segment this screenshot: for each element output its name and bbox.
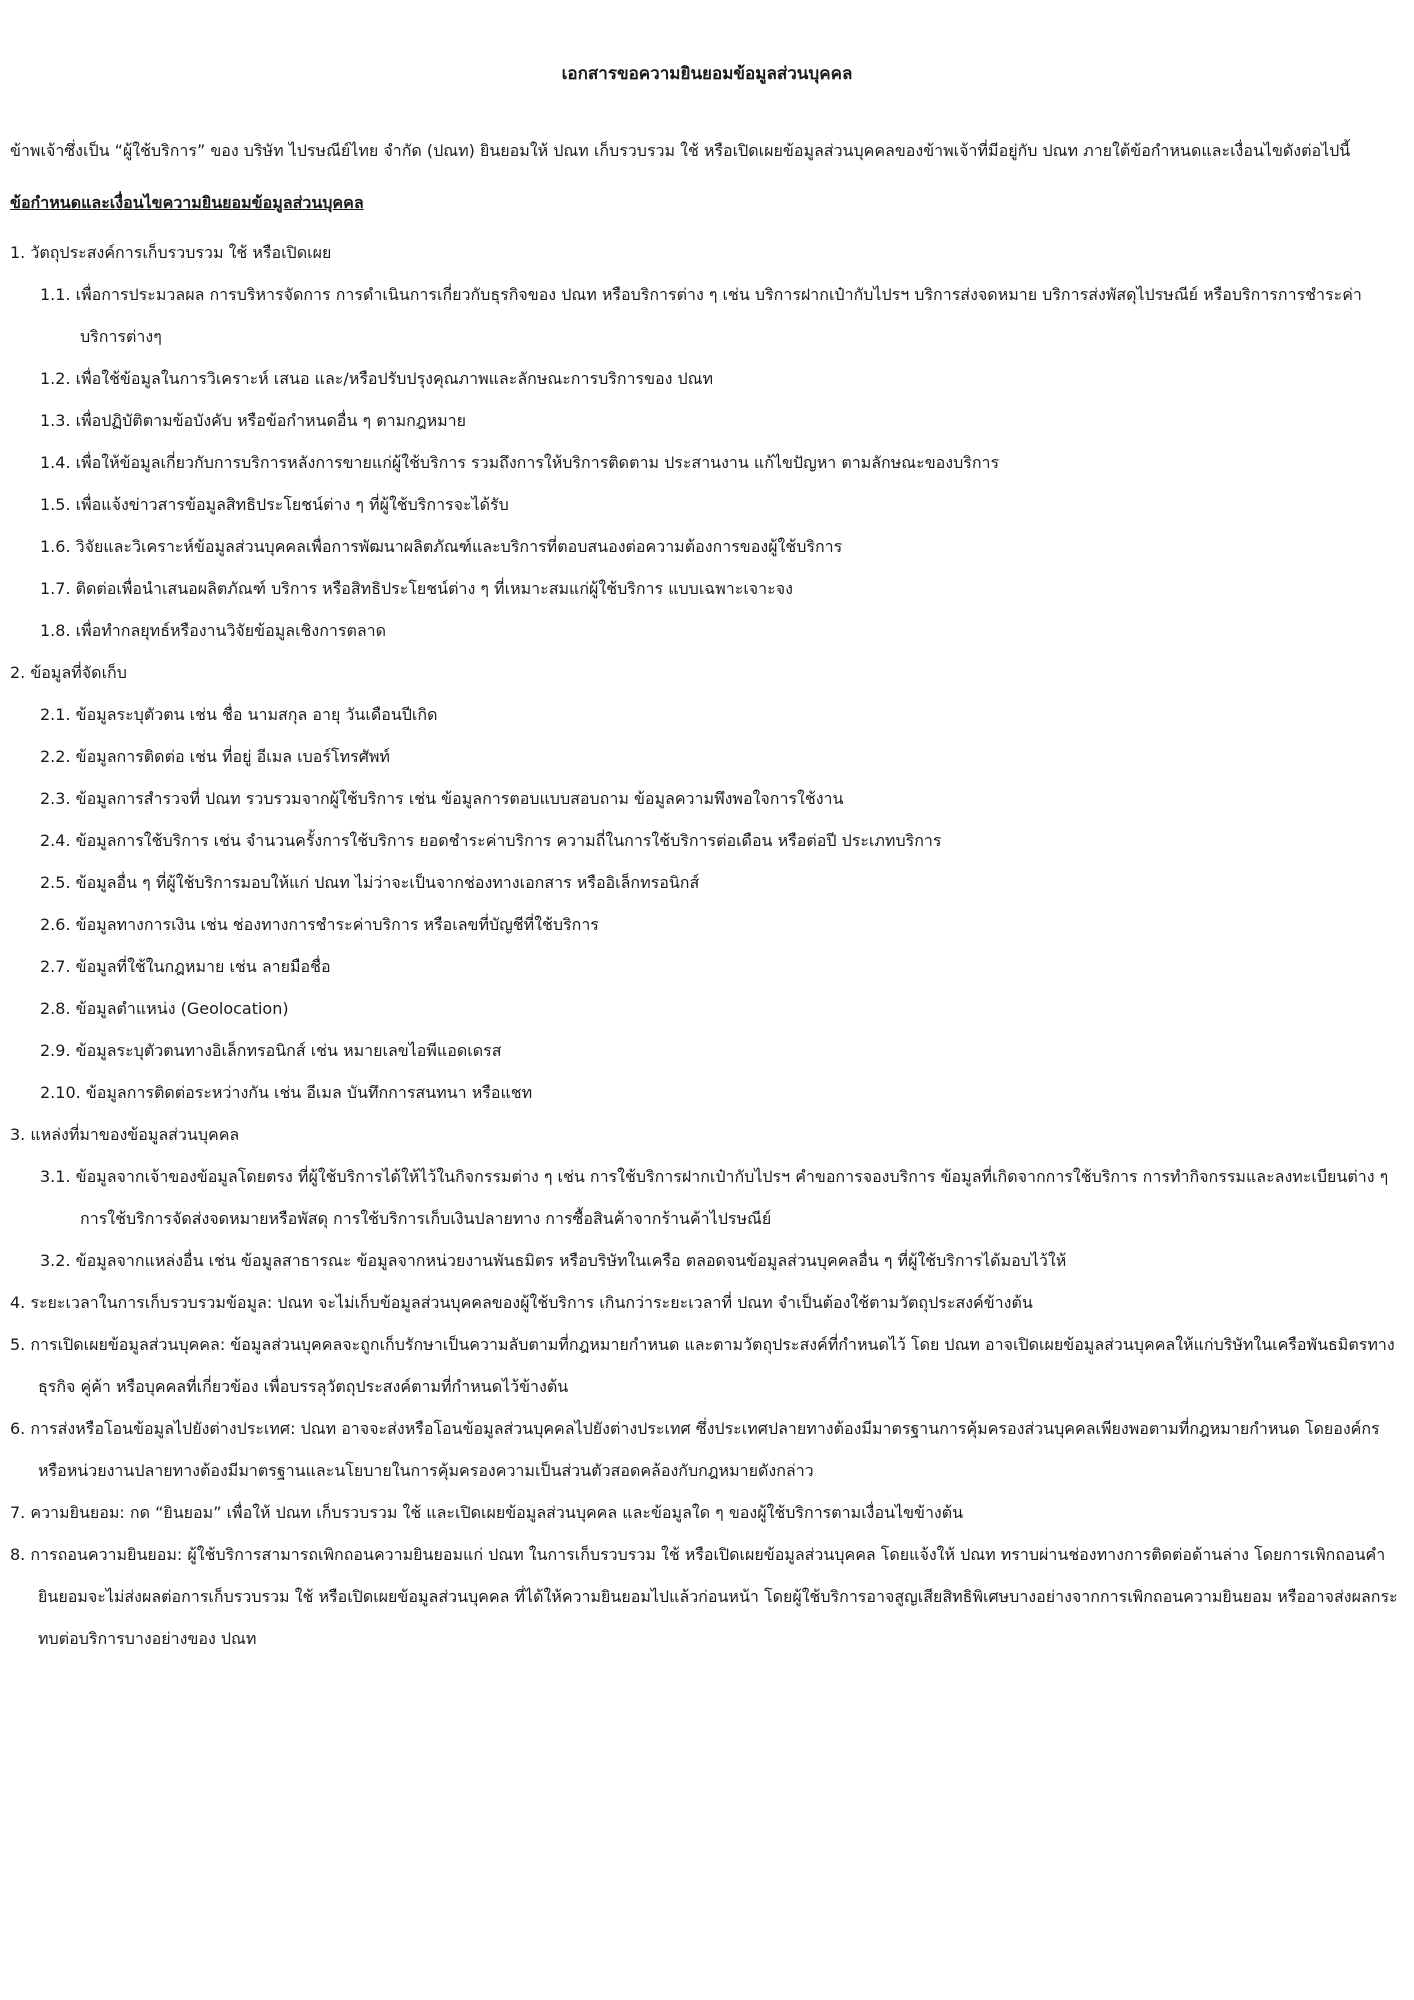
section-item <box>10 1114 1404 1156</box>
item-text: ข้อมูลอื่น ๆ ที่ผู้ใช้บริการมอบให้แก่ ปณท ไม่ว่าจะเป็นจากช่องทางเอกสาร หรืออิเล็กทรอนิกส์ <box>75 873 700 892</box>
item-number: 5. <box>10 1335 31 1354</box>
item-number: 1.3. <box>40 411 76 430</box>
sub-item <box>10 904 1404 946</box>
item-text: เพื่อใช้ข้อมูลในการวิเคราะห์ เสนอ และ/หรือปรับปรุงคุณภาพและลักษณะการบริการของ ปณท <box>75 369 714 388</box>
sub-item <box>10 1240 1404 1282</box>
item-text: แหล่งที่มาของข้อมูลส่วนบุคคล <box>30 1125 240 1144</box>
section-item <box>10 1492 1404 1534</box>
item-number: 1.4. <box>40 453 76 472</box>
item-number: 2.5. <box>40 873 76 892</box>
item-text: ข้อมูลตำแหน่ง (Geolocation) <box>75 999 289 1018</box>
item-text: การถอนความยินยอม: ผู้ใช้บริการสามารถเพิกถอนความยินยอมแก่ ปณท ในการเก็บรวบรวม ใช้ หรือเปิดเผยข้อมูลส่วนบุคคล โดยแจ้งให้ ปณท ทราบผ่านช่องทางการติดต่อด้านล่าง โดยการเพิกถอนคำยินยอมจะไม่ส่งผลต่อการเก็บรวบรวม ใช้ หรือเปิดเผยข้อมูลส่วนบุคคล ที่ได้ให้ความยินยอมไปแล้วก่อนหน้า โดยผู้ใช้บริการอาจสูญเสียสิทธิพิเศษบางอย่างจากการเพิกถอนความยินยอม หรืออาจส่งผลกระทบต่อบริการบางอย่างของ ปณท <box>30 1545 1398 1648</box>
sub-item <box>10 1030 1404 1072</box>
sub-item <box>10 526 1404 568</box>
item-text: ข้อมูลจากแหล่งอื่น เช่น ข้อมูลสาธารณะ ข้อมูลจากหน่วยงานพันธมิตร หรือบริษัทในเครือ ตลอดจนข้อมูลส่วนบุคคลอื่น ๆ ที่ผู้ใช้บริการได้มอบไว้ให้ <box>75 1251 1067 1270</box>
item-text: เพื่อการประมวลผล การบริหารจัดการ การดำเนินการเกี่ยวกับธุรกิจของ ปณท หรือบริการต่าง ๆ เช่น บริการฝากเป๋ากับไปรฯ บริการส่งจดหมาย บริการส่งพัสดุไปรษณีย์ หรือบริการการชำระค่าบริการต่างๆ <box>75 285 1362 346</box>
item-number: 2.3. <box>40 789 76 808</box>
item-number: 2. <box>10 663 31 682</box>
item-number: 1. <box>10 243 31 262</box>
sub-item <box>10 946 1404 988</box>
item-text: ข้อมูลระบุตัวตน เช่น ชื่อ นามสกุล อายุ วันเดือนปีเกิด <box>75 705 438 724</box>
document-title: เอกสารขอความยินยอมข้อมูลส่วนบุคคล <box>561 64 853 84</box>
item-text: ข้อมูลจากเจ้าของข้อมูลโดยตรง ที่ผู้ใช้บริการได้ให้ไว้ในกิจกรรมต่าง ๆ เช่น การใช้บริการฝากเป๋ากับไปรฯ คำขอการจองบริการ ข้อมูลที่เกิดจากการใช้บริการ การทำกิจกรรมและลงทะเบียนต่าง ๆ การใช้บริการจัดส่งจดหมายหรือพัสดุ การใช้บริการเก็บเงินปลายทาง การซื้อสินค้าจากร้านค้าไปรษณีย์ <box>75 1167 1389 1228</box>
sub-item <box>10 400 1404 442</box>
sub-item <box>10 820 1404 862</box>
item-text: เพื่อทำกลยุทธ์หรืองานวิจัยข้อมูลเชิงการตลาด <box>75 621 387 640</box>
item-number: 1.7. <box>40 579 76 598</box>
item-number: 2.10. <box>40 1083 86 1102</box>
sub-item <box>10 778 1404 820</box>
section-item <box>10 1324 1404 1408</box>
item-text: ข้อมูลการติดต่อระหว่างกัน เช่น อีเมล บันทึกการสนทนา หรือแชท <box>85 1083 533 1102</box>
item-text: ข้อมูลทางการเงิน เช่น ช่องทางการชำระค่าบริการ หรือเลขที่บัญชีที่ใช้บริการ <box>75 915 599 934</box>
item-number: 7. <box>10 1503 31 1522</box>
sub-item <box>10 610 1404 652</box>
item-number: 2.1. <box>40 705 76 724</box>
item-number: 1.1. <box>40 285 76 304</box>
item-text: ข้อมูลการติดต่อ เช่น ที่อยู่ อีเมล เบอร์โทรศัพท์ <box>75 747 390 766</box>
sub-item <box>10 568 1404 610</box>
section-item <box>10 1408 1404 1492</box>
sub-item <box>10 694 1404 736</box>
sub-item <box>10 736 1404 778</box>
item-number: 3.1. <box>40 1167 76 1186</box>
item-number: 6. <box>10 1419 31 1438</box>
item-number: 1.8. <box>40 621 76 640</box>
item-number: 2.2. <box>40 747 76 766</box>
terms-heading: ข้อกำหนดและเงื่อนไขความยินยอมข้อมูลส่วนบุคคล <box>10 193 364 212</box>
sub-item <box>10 442 1404 484</box>
item-text: ข้อมูลการสำรวจที่ ปณท รวบรวมจากผู้ใช้บริการ เช่น ข้อมูลการตอบแบบสอบถาม ข้อมูลความพึงพอใจการใช้งาน <box>75 789 844 808</box>
item-number: 8. <box>10 1545 31 1564</box>
sub-item <box>10 1156 1404 1240</box>
item-text: เพื่อปฏิบัติตามข้อบังคับ หรือข้อกำหนดอื่น ๆ ตามกฎหมาย <box>75 411 467 430</box>
item-text: ข้อมูลการใช้บริการ เช่น จำนวนครั้งการใช้บริการ ยอดชำระค่าบริการ ความถี่ในการใช้บริการต่อเดือน หรือต่อปี ประเภทบริการ <box>75 831 942 850</box>
item-number: 2.4. <box>40 831 76 850</box>
sub-item <box>10 274 1404 358</box>
item-text: เพื่อให้ข้อมูลเกี่ยวกับการบริการหลังการขายแก่ผู้ใช้บริการ รวมถึงการให้บริการติดตาม ประสานงาน แก้ไขปัญหา ตามลักษณะของบริการ <box>75 453 1000 472</box>
item-number: 1.2. <box>40 369 76 388</box>
item-text: การเปิดเผยข้อมูลส่วนบุคคล: ข้อมูลส่วนบุคคลจะถูกเก็บรักษาเป็นความลับตามที่กฎหมายกำหนด และตามวัตถุประสงค์ที่กำหนดไว้ โดย ปณท อาจเปิดเผยข้อมูลส่วนบุคคลให้แก่บริษัทในเครือพันธมิตรทางธุรกิจ คู่ค้า หรือบุคคลที่เกี่ยวข้อง เพื่อบรรลุวัตถุประสงค์ตามที่กำหนดไว้ข้างต้น <box>30 1335 1395 1396</box>
section-item <box>10 1282 1404 1324</box>
sub-item <box>10 862 1404 904</box>
item-text: ความยินยอม: กด “ยินยอม” เพื่อให้ ปณท เก็บรวบรวม ใช้ และเปิดเผยข้อมูลส่วนบุคคล และข้อมูลใด ๆ ของผู้ใช้บริการตามเงื่อนไขข้างต้น <box>30 1503 964 1522</box>
item-text: การส่งหรือโอนข้อมูลไปยังต่างประเทศ: ปณท อาจจะส่งหรือโอนข้อมูลส่วนบุคคลไปยังต่างประเทศ ซึ่งประเทศปลายทางต้องมีมาตรฐานการคุ้มครองส่วนบุคคลเพียงพอตามที่กฎหมายกำหนด โดยองค์กรหรือหน่วยงานปลายทางต้องมีมาตรฐานและนโยบายในการคุ้มครองความเป็นส่วนตัวสอดคล้องกับกฎหมายดังกล่าว <box>30 1419 1380 1480</box>
item-number: 2.9. <box>40 1041 76 1060</box>
section-item <box>10 652 1404 694</box>
item-number: 2.6. <box>40 915 76 934</box>
item-number: 4. <box>10 1293 31 1312</box>
sub-item <box>10 988 1404 1030</box>
item-number: 3.2. <box>40 1251 76 1270</box>
item-text: ติดต่อเพื่อนำเสนอผลิตภัณฑ์ บริการ หรือสิทธิประโยชน์ต่าง ๆ ที่เหมาะสมแก่ผู้ใช้บริการ แบบเฉพาะเจาะจง <box>75 579 793 598</box>
item-text: วัตถุประสงค์การเก็บรวบรวม ใช้ หรือเปิดเผย <box>30 243 332 262</box>
item-text: ข้อมูลระบุตัวตนทางอิเล็กทรอนิกส์ เช่น หมายเลขไอพีแอดเดรส <box>75 1041 502 1060</box>
item-text: เพื่อแจ้งข่าวสารข้อมูลสิทธิประโยชน์ต่าง ๆ ที่ผู้ใช้บริการจะได้รับ <box>75 495 509 514</box>
sub-item <box>10 484 1404 526</box>
item-number: 2.7. <box>40 957 76 976</box>
item-text: วิจัยและวิเคราะห์ข้อมูลส่วนบุคคลเพื่อการพัฒนาผลิตภัณฑ์และบริการที่ตอบสนองต่อความต้องการของผู้ใช้บริการ <box>75 537 843 556</box>
sub-item <box>10 358 1404 400</box>
item-number: 1.5. <box>40 495 76 514</box>
sub-item <box>10 1072 1404 1114</box>
intro-paragraph: ข้าพเจ้าซึ่งเป็น “ผู้ใช้บริการ” ของ บริษัท ไปรษณีย์ไทย จำกัด (ปณท) ยินยอมให้ ปณท เก็บรวบรวม ใช้ หรือเปิดเผยข้อมูลส่วนบุคคลของข้าพเจ้าที่มีอยู่กับ ปณท ภายใต้ข้อกำหนดและเงื่อนไขดังต่อไปนี้ <box>10 141 1351 160</box>
item-number: 1.6. <box>40 537 76 556</box>
item-number: 2.8. <box>40 999 76 1018</box>
item-text: ระยะเวลาในการเก็บรวบรวมข้อมูล: ปณท จะไม่เก็บข้อมูลส่วนบุคคลของผู้ใช้บริการ เกินกว่าระยะเวลาที่ ปณท จำเป็นต้องใช้ตามวัตถุประสงค์ข้างต้น <box>30 1293 1033 1312</box>
terms-list <box>10 232 1404 1660</box>
item-text: ข้อมูลที่ใช้ในกฎหมาย เช่น ลายมือชื่อ <box>75 957 331 976</box>
item-text: ข้อมูลที่จัดเก็บ <box>30 663 127 682</box>
section-item <box>10 1534 1404 1660</box>
section-item <box>10 232 1404 274</box>
item-number: 3. <box>10 1125 31 1144</box>
